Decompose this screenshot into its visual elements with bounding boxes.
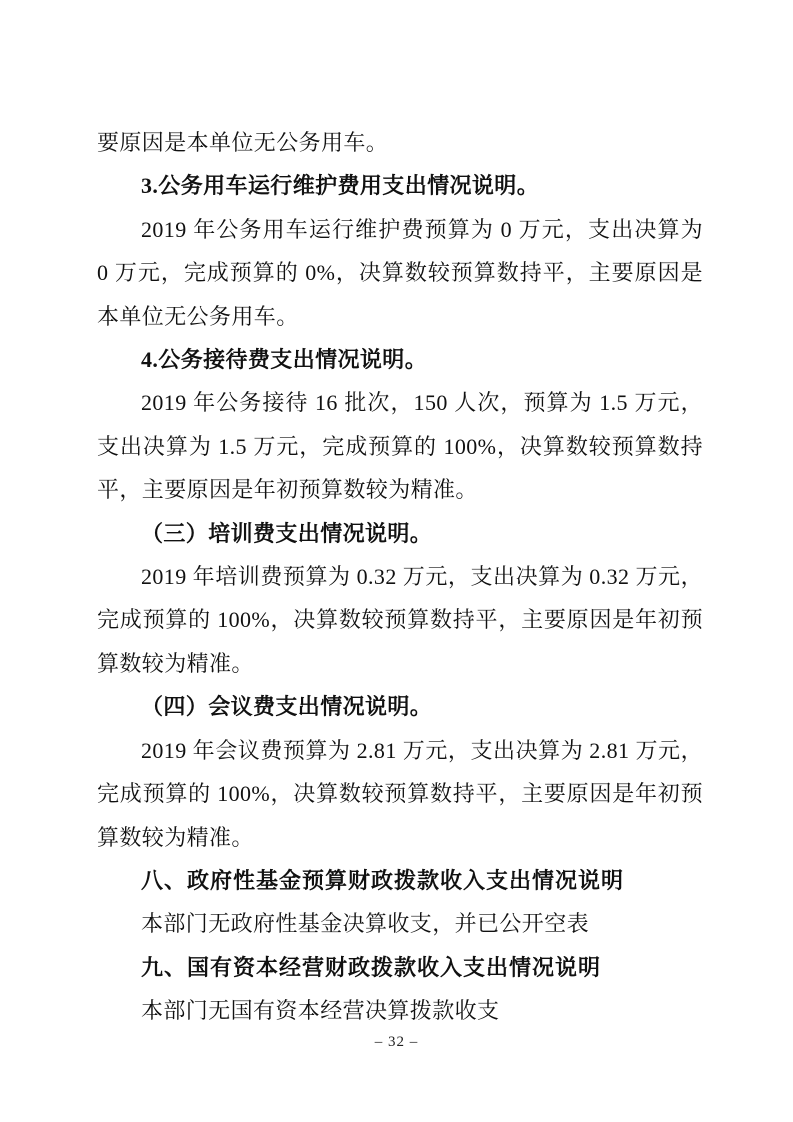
paragraph: 2019 年培训费预算为 0.32 万元，支出决算为 0.32 万元，完成预算的 100%，决算数较预算数持平，主要原因是年初预算数较为精准。: [97, 564, 703, 676]
heading: （四）会议费支出情况说明。: [141, 694, 433, 720]
paragraph: 本部门无国有资本经营决算拨款收支: [141, 998, 500, 1024]
heading: 3.公务用车运行维护费用支出情况说明。: [141, 173, 540, 199]
document-content: [97, 121, 703, 1033]
heading: 4.公务接待费支出情况说明。: [141, 347, 428, 373]
section-heading: 九、国有资本经营财政拨款收入支出情况说明: [141, 954, 602, 980]
paragraph: 2019 年公务用车运行维护费预算为 0 万元，支出决算为 0 万元，完成预算的 0%，决算数较预算数持平，主要原因是本单位无公务用车。: [97, 216, 703, 329]
paragraph: 本部门无政府性基金决算收支，并已公开空表: [141, 911, 590, 937]
section-heading: 八、政府性基金预算财政拨款收入支出情况说明: [141, 867, 625, 893]
paragraph: 要原因是本单位无公务用车。: [97, 130, 389, 155]
heading: （三）培训费支出情况说明。: [141, 520, 433, 546]
paragraph: 2019 年会议费预算为 2.81 万元，支出决算为 2.81 万元，完成预算的 100%，决算数较预算数持平，主要原因是年初预算数较为精准。: [97, 737, 703, 850]
paragraph: 2019 年公务接待 16 批次，150 人次，预算为 1.5 万元，支出决算为 1.5 万元，完成预算的 100%，决算数较预算数持平，主要原因是年初预算数较为精准。: [97, 390, 703, 503]
page-number: – 32 –: [374, 1034, 419, 1050]
